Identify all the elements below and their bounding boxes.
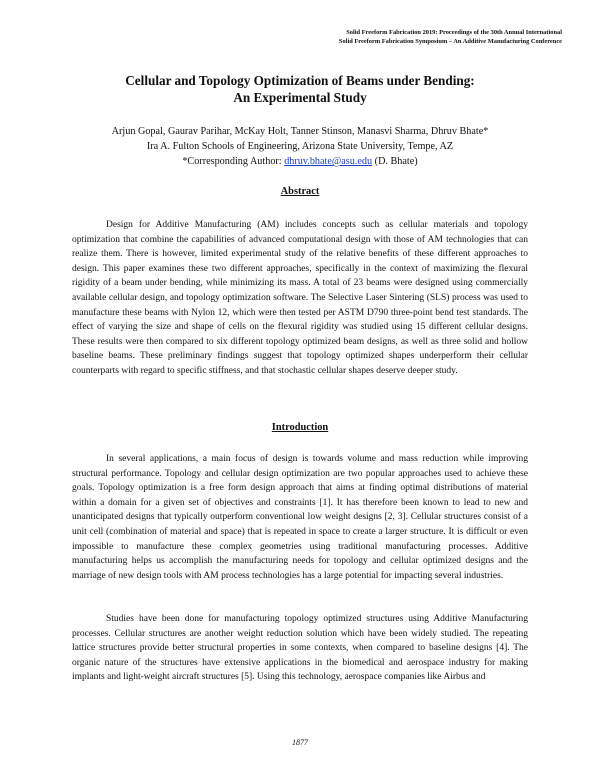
page-number: 1877: [292, 738, 308, 747]
conference-header-line-2: Solid Freeform Fabrication Symposium – An Additive Manufacturing Conference: [338, 38, 562, 45]
introduction-paragraph-1: In several applications, a main focus of design is towards volume and mass reduction while improving structural performance. Topology and cellular design optimization are two popular approaches used to achieve these goals. Topology optimization is a free form design approach that aims at finding optimal distributions of material within a domain for a given set of objectives and constraints [1]. It has therefore been known to lead to new and unanticipated designs that typically outperform conventional low weight designs [2, 3]. Cellular structures consist of a unit cell (combination of material and space) that is repeated in space to create a larger structure. It is difficult or even impossible to manufacture these complex geometries using traditional manufacturing processes. Additive manufacturing helps us accomplish the manufacturing needs for topology and cellular optimized designs and the marriage of new design tools with AM process technologies has a large potential for impacting several industries.: [72, 454, 528, 581]
abstract-heading: Abstract: [280, 186, 320, 197]
author-names: Arjun Gopal, Gaurav Parihar, McKay Holt, Tanner Stinson, Manasvi Sharma, Dhruv Bhate*: [111, 126, 489, 137]
introduction-paragraph-2: Studies have been done for manufacturing topology optimized structures using Additive Manufacturing processes. Cellular structures are another weight reduction solution which have been widely studied. The repeating lattice structures provide better structural properties in some contexts, when compared to baseline designs [4]. The organic nature of the structures have extensive applications in the biomedical and aerospace industry for making implants and light-weight aircraft structures [5]. Using this technology, aerospace companies like Airbus and: [72, 614, 528, 683]
conference-header: [202, 28, 562, 46]
paper-title: [40, 72, 560, 106]
introduction-heading: Introduction: [271, 422, 329, 433]
corresponding-label: *Corresponding Author:: [182, 156, 285, 167]
corresponding-name: (D. Bhate): [372, 156, 418, 167]
author-affiliation: Ira A. Fulton Schools of Engineering, Arizona State University, Tempe, AZ: [146, 141, 454, 152]
abstract-paragraph: Design for Additive Manufacturing (AM) includes concepts such as cellular materials and topology optimization that combine the capabilities of advanced computational design with those of AM technologies that can realize them. There is however, limited experimental study of the relative benefits of these different approaches to design. This paper examines these two different approaches, specifically in the context of maximizing the flexural rigidity of a beam under bending, while minimizing its mass. A total of 23 beams were designed using commercially available cellular design, and topology optimization software. The Selective Laser Sintering (SLS) process was used to manufacture these beams with Nylon 12, which were then tested per ASTM D790 three-point bend test standards. The effect of varying the size and shape of cells on the flexural rigidity was studied using 15 different cellular designs. These results were then compared to six different topology optimized beam designs, as well as three solid and hollow baseline beams. These preliminary findings suggest that topology optimized shapes underperform their cellular counterparts with regard to specific stiffness, and that stochastic cellular shapes deserve deeper study.: [72, 220, 528, 376]
corresponding-email-link[interactable]: dhruv.bhate@asu.edu: [284, 156, 373, 167]
author-block: [40, 124, 560, 169]
paper-title-line-1: Cellular and Topology Optimization of Beams under Bending:: [125, 73, 475, 88]
conference-header-line-1: Solid Freeform Fabrication 2019: Proceedings of the 30th Annual International: [346, 29, 562, 36]
paper-title-line-2: An Experimental Study: [233, 90, 367, 105]
corresponding-author: [40, 154, 560, 169]
